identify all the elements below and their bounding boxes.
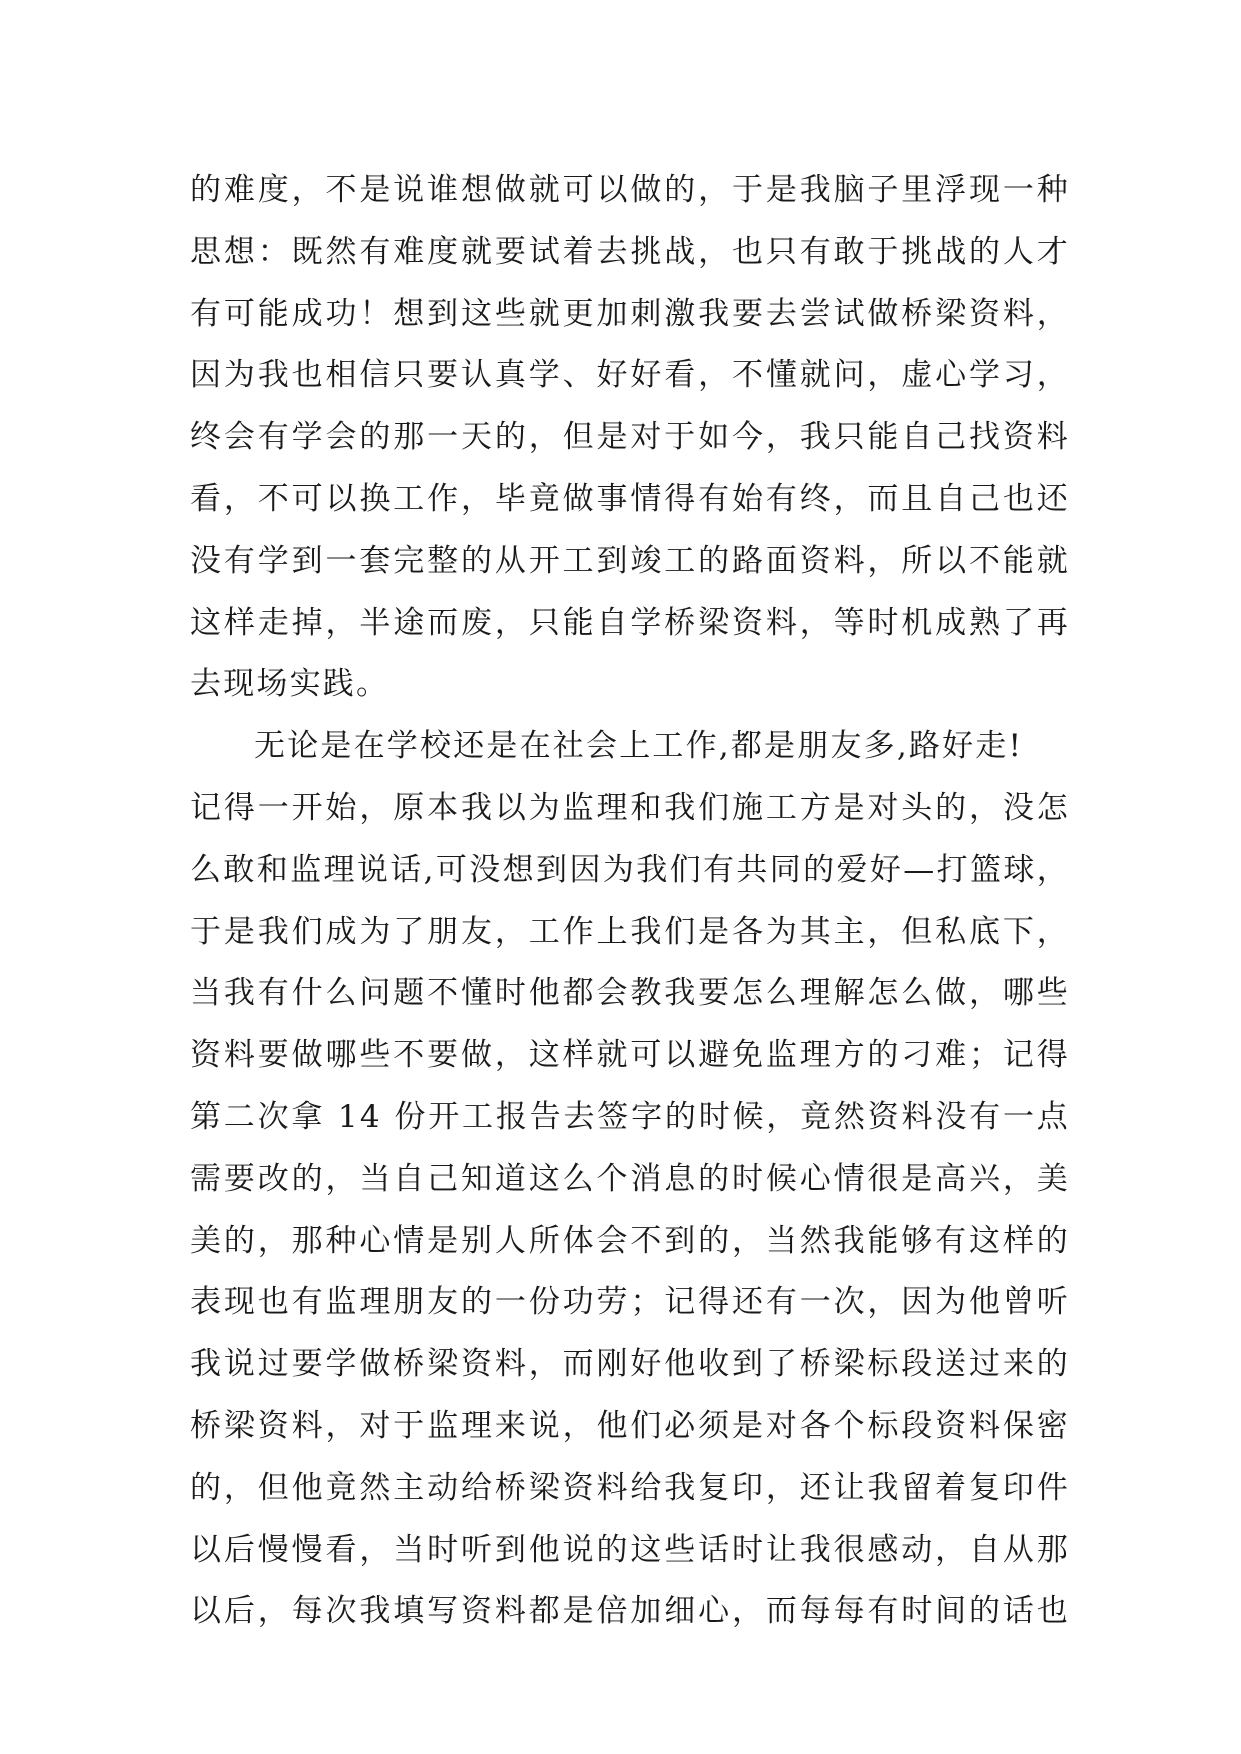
body-text xyxy=(190,160,1070,1643)
text-line: 记得一开始，原本我以为监理和我们施工方是对头的，没怎 xyxy=(190,789,1070,826)
text-line: 的难度，不是说谁想做就可以做的，于是我脑子里浮现一种 xyxy=(190,172,1070,208)
text-line: 有可能成功！想到这些就更加刺激我要去尝试做桥梁资料， xyxy=(190,295,1070,332)
text-line: 需要改的，当自己知道这么个消息的时候心情很是高兴，美 xyxy=(190,1160,1070,1197)
text-line: 看，不可以换工作，毕竟做事情得有始有终，而且自己也还 xyxy=(190,480,1070,517)
text-line: 第二次拿 14 份开工报告去签字的时候，竟然资料没有一点 xyxy=(190,1098,1070,1135)
text-line: 的，但他竟然主动给桥梁资料给我复印，还让我留着复印件 xyxy=(190,1469,1070,1506)
text-line: 这样走掉，半途而废，只能自学桥梁资料，等时机成熟了再 xyxy=(190,604,1070,641)
text-line: 去现场实践。 xyxy=(190,666,390,703)
text-line: 当我有什么问题不懂时他都会教我要怎么理解怎么做，哪些 xyxy=(190,975,1070,1012)
text-line: 终会有学会的那一天的，但是对于如今，我只能自己找资料 xyxy=(190,419,1070,456)
text-line: 表现也有监理朋友的一份功劳；记得还有一次，因为他曾听 xyxy=(190,1284,1070,1321)
text-line: 没有学到一套完整的从开工到竣工的路面资料，所以不能就 xyxy=(190,542,1070,579)
text-line: 桥梁资料，对于监理来说，他们必须是对各个标段资料保密 xyxy=(190,1407,1070,1444)
paragraph-first-line: 无论是在学校还是在社会上工作,都是朋友多,路好走! xyxy=(254,728,1024,765)
text-line: 资料要做哪些不要做，这样就可以避免监理方的刁难；记得 xyxy=(190,1037,1070,1074)
text-line: 以后慢慢看，当时听到他说的这些话时让我很感动，自从那 xyxy=(190,1531,1070,1568)
text-line: 美的，那种心情是别人所体会不到的，当然我能够有这样的 xyxy=(190,1222,1070,1259)
text-line: 于是我们成为了朋友，工作上我们是各为其主，但私底下， xyxy=(190,913,1070,950)
text-line: 因为我也相信只要认真学、好好看，不懂就问，虚心学习， xyxy=(190,357,1070,394)
text-line: 我说过要学做桥梁资料，而刚好他收到了桥梁标段送过来的 xyxy=(190,1346,1070,1383)
text-line: 么敢和监理说话,可没想到因为我们有共同的爱好—打篮球， xyxy=(190,851,1070,888)
text-line: 以后，每次我填写资料都是倍加细心，而每每有时间的话也 xyxy=(190,1593,1070,1630)
text-line: 思想：既然有难度就要试着去挑战，也只有敢于挑战的人才 xyxy=(190,233,1070,270)
